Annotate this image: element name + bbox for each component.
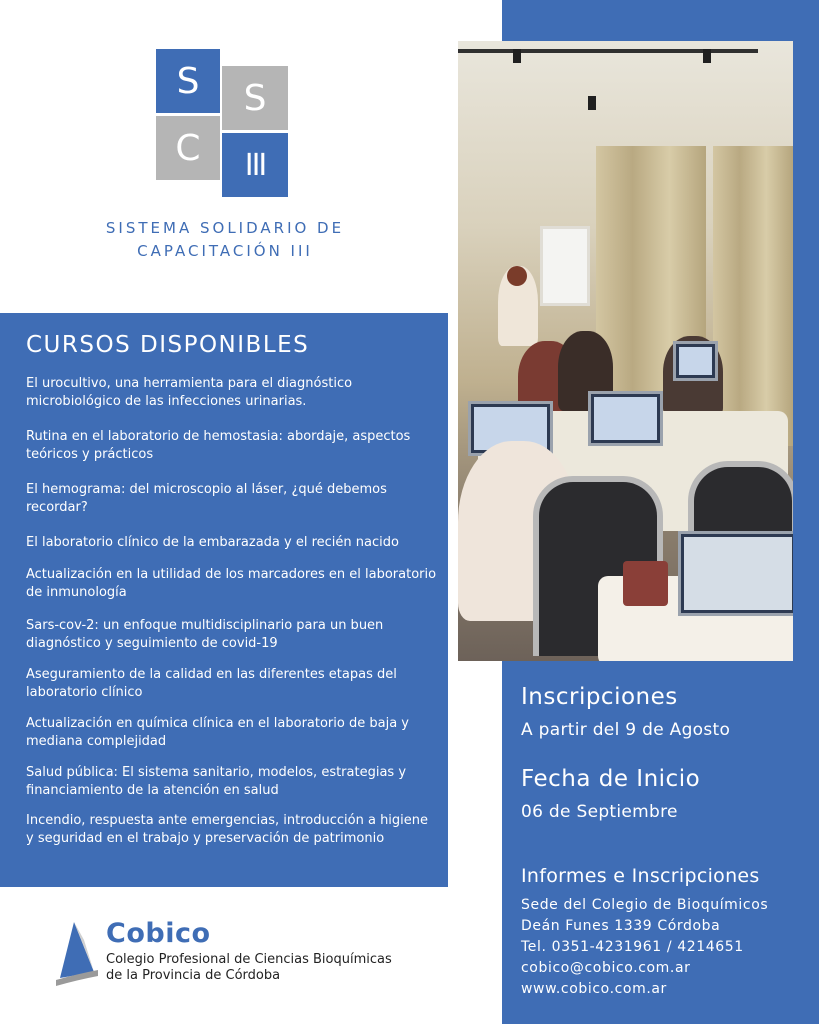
contact-address-line2: Deán Funes 1339 Córdoba	[521, 918, 721, 934]
cobico-name: Cobico	[106, 918, 211, 949]
course-item: Salud pública: El sistema sanitario, modelos, estrategias y financiamiento de la atención en salud	[26, 765, 407, 798]
cobico-subtitle-line1: Colegio Profesional de Ciencias Bioquímicas	[106, 952, 392, 967]
logo-title-line2: CAPACITACIÓN III	[137, 242, 313, 260]
courses-title: CURSOS DISPONIBLES	[26, 332, 310, 358]
courses-panel	[0, 313, 448, 887]
logo-title	[60, 217, 390, 263]
classroom-photo	[458, 41, 793, 661]
contact-phone: Tel. 0351-4231961 / 4214651	[521, 939, 744, 955]
cobico-subtitle-line2: de la Provincia de Córdoba	[106, 968, 281, 983]
contact-website-link[interactable]: www.cobico.com.ar	[521, 981, 667, 997]
contact-email-link[interactable]: cobico@cobico.com.ar	[521, 960, 691, 976]
logo-title-line1: SISTEMA SOLIDARIO DE	[105, 219, 345, 237]
start-date-detail: 06 de Septiembre	[521, 802, 678, 822]
course-item: Sars-cov-2: un enfoque multidisciplinario para un buen diagnóstico y seguimiento de covid-19	[26, 618, 384, 651]
registration-heading: Inscripciones	[521, 684, 678, 710]
course-item: Actualización en química clínica en el laboratorio de baja y mediana complejidad	[26, 716, 409, 749]
registration-detail: A partir del 9 de Agosto	[521, 720, 731, 740]
course-item: Incendio, respuesta ante emergencias, introducción a higiene y seguridad en el trabajo y preservación de patrimonio	[26, 813, 429, 846]
logo-letter-s2: S	[222, 66, 288, 130]
course-item: El laboratorio clínico de la embarazada y el recién nacido	[26, 535, 399, 550]
cobico-logo-icon	[54, 920, 100, 986]
course-item: Rutina en el laboratorio de hemostasia: abordaje, aspectos teóricos y prácticos	[26, 429, 411, 462]
course-item: El urocultivo, una herramienta para el diagnóstico microbiológico de las infecciones urinarias.	[26, 376, 353, 409]
start-date-heading: Fecha de Inicio	[521, 766, 701, 792]
course-item: Aseguramiento de la calidad en las diferentes etapas del laboratorio clínico	[26, 667, 397, 700]
course-item: El hemograma: del microscopio al láser, ¿qué debemos recordar?	[26, 482, 387, 515]
course-item: Actualización en la utilidad de los marcadores en el laboratorio de inmunología	[26, 567, 437, 600]
logo-letter-iii: III	[222, 133, 288, 197]
contact-address-line1: Sede del Colegio de Bioquímicos	[521, 897, 769, 913]
logo-letter-c: C	[156, 116, 220, 180]
sscii-logo	[156, 49, 288, 199]
contact-heading: Informes e Inscripciones	[521, 865, 760, 887]
logo-letter-s1: S	[156, 49, 220, 113]
